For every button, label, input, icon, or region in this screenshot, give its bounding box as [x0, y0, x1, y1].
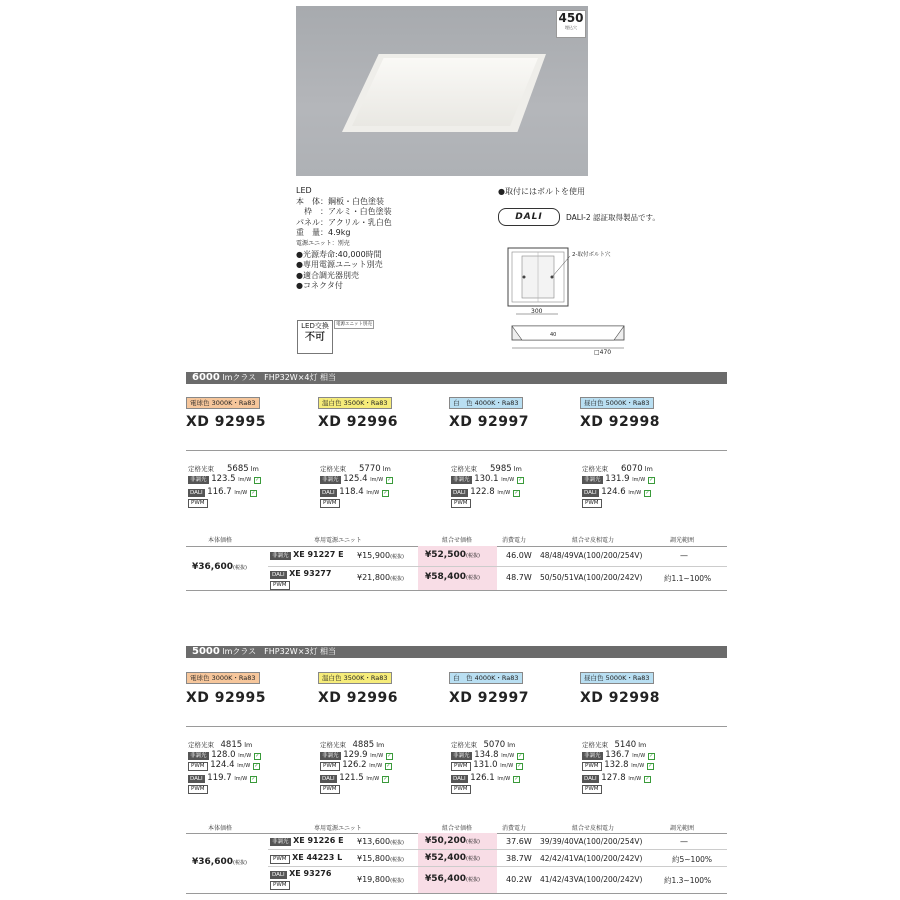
model-number: XD 92998 — [580, 414, 660, 430]
bolt-label: 2-取付ボルト穴 — [572, 252, 611, 258]
lumen-block: 定格光束 5140 lm 非調光 136.7 lm/W ✓ PWM 132.8 lm/W ✓ DALI 127.8 lm/W ✓ PWM — [582, 740, 654, 792]
bolt-hole — [523, 276, 526, 279]
table-row: 非調光 XE 91226 E — [272, 836, 344, 845]
check-icon: ✓ — [648, 763, 653, 769]
spec-list: LED 本 体：鋼板・白色塗装 枠 ：アルミ・白色塗装 パネル：アクリル・乳白色 重 量：4.9kg 電源ユニット：別売 ●光源寿命:40,000時間 ●専用電源ユニット別売 ●適合調光器別売 ●コネクタ付 — [296, 186, 392, 291]
check-icon: ✓ — [387, 477, 392, 483]
color-badge: 電球色 3000K・Ra83 — [186, 672, 260, 684]
power-unit-sold-separately: 電源ユニット別売 — [336, 322, 372, 327]
check-icon: ✓ — [649, 477, 654, 483]
led-exchange-badge: LED交換 不可 — [297, 320, 333, 354]
table-bottom-rule — [186, 893, 727, 894]
table-bottom-rule — [186, 590, 727, 591]
dim-h: 40 — [550, 332, 557, 338]
color-badge: 白 色 4000K・Ra83 — [449, 672, 523, 684]
divider — [186, 726, 727, 727]
section-header-6000: 6000 lmクラス FHP32W×4灯 相当 — [186, 372, 727, 384]
row-rule — [268, 866, 727, 867]
lumen-block: 定格光束 4815 lm 非調光 128.0 lm/W ✓ PWM 124.4 lm/W ✓ DALI 119.7 lm/W ✓ PWM — [188, 740, 260, 792]
check-icon: ✓ — [514, 776, 519, 782]
size-badge: 450 埋込穴 — [556, 10, 586, 38]
check-icon: ✓ — [649, 753, 654, 759]
model-number: XD 92997 — [449, 414, 529, 430]
check-icon: ✓ — [255, 753, 260, 759]
body-price: ¥36,600(税抜) — [192, 562, 247, 572]
color-badge: 電球色 3000K・Ra83 — [186, 397, 260, 409]
dali-cert-text: DALI-2 認証取得製品です。 — [566, 213, 660, 222]
dimension-drawing — [502, 242, 642, 357]
body-price: ¥36,600(税抜) — [192, 857, 247, 867]
color-badge: 昼白色 5000K・Ra83 — [580, 672, 654, 684]
lumen-block: 定格光束 5985 lm 非調光 130.1 lm/W ✓ DALI 122.8 lm/W ✓ PWM — [451, 464, 523, 506]
color-badge: 温白色 3500K・Ra83 — [318, 672, 392, 684]
model-number: XD 92996 — [318, 690, 398, 706]
lumen-block: 定格光束 5685 lm 非調光 123.5 lm/W ✓ DALI 116.7 lm/W ✓ PWM — [188, 464, 260, 506]
divider — [186, 450, 727, 451]
color-badge: 昼白色 5000K・Ra83 — [580, 397, 654, 409]
lumen-block: 定格光束 5770 lm 非調光 125.4 lm/W ✓ DALI 118.4 lm/W ✓ PWM — [320, 464, 392, 506]
check-icon: ✓ — [518, 753, 523, 759]
table-row: DALI XE 93277 PWM — [272, 569, 332, 588]
table-row: 非調光 XE 91227 E — [272, 550, 344, 559]
product-photo — [296, 6, 588, 176]
check-icon: ✓ — [514, 490, 519, 496]
model-number: XD 92998 — [580, 690, 660, 706]
check-icon: ✓ — [517, 763, 522, 769]
check-icon: ✓ — [387, 753, 392, 759]
lumen-block: 定格光束 5070 lm 非調光 134.8 lm/W ✓ PWM 131.0 lm/W ✓ DALI 126.1 lm/W ✓ PWM — [451, 740, 523, 792]
check-icon: ✓ — [251, 490, 256, 496]
check-icon: ✓ — [251, 776, 256, 782]
model-number: XD 92997 — [449, 690, 529, 706]
check-icon: ✓ — [645, 490, 650, 496]
lumen-block: 定格光束 4885 lm 非調光 129.9 lm/W ✓ PWM 126.2 lm/W ✓ DALI 121.5 lm/W ✓ PWM — [320, 740, 392, 792]
table-row: DALI XE 93276 PWM — [272, 869, 332, 888]
dim-300: 300 — [531, 308, 543, 315]
row-rule — [268, 566, 727, 567]
mount-note: ●取付にはボルトを使用 — [498, 187, 585, 196]
panel-diffuser — [352, 58, 538, 126]
model-number: XD 92995 — [186, 414, 266, 430]
check-icon: ✓ — [383, 776, 388, 782]
check-icon: ✓ — [383, 490, 388, 496]
color-badge: 温白色 3500K・Ra83 — [318, 397, 392, 409]
color-badge: 白 色 4000K・Ra83 — [449, 397, 523, 409]
check-icon: ✓ — [254, 763, 259, 769]
row-rule — [268, 849, 727, 850]
dali-logo: DALI — [498, 208, 560, 226]
model-number: XD 92995 — [186, 690, 266, 706]
dim-470: □470 — [594, 349, 612, 356]
check-icon: ✓ — [518, 477, 523, 483]
section-header-5000: 5000 lmクラス FHP32W×3灯 相当 — [186, 646, 727, 658]
check-icon: ✓ — [255, 477, 260, 483]
lumen-block: 定格光束 6070 lm 非調光 131.9 lm/W ✓ DALI 124.6 lm/W ✓ PWM — [582, 464, 654, 506]
table-row: PWM XE 44223 L — [270, 853, 342, 864]
model-number: XD 92996 — [318, 414, 398, 430]
check-icon: ✓ — [386, 763, 391, 769]
check-icon: ✓ — [645, 776, 650, 782]
